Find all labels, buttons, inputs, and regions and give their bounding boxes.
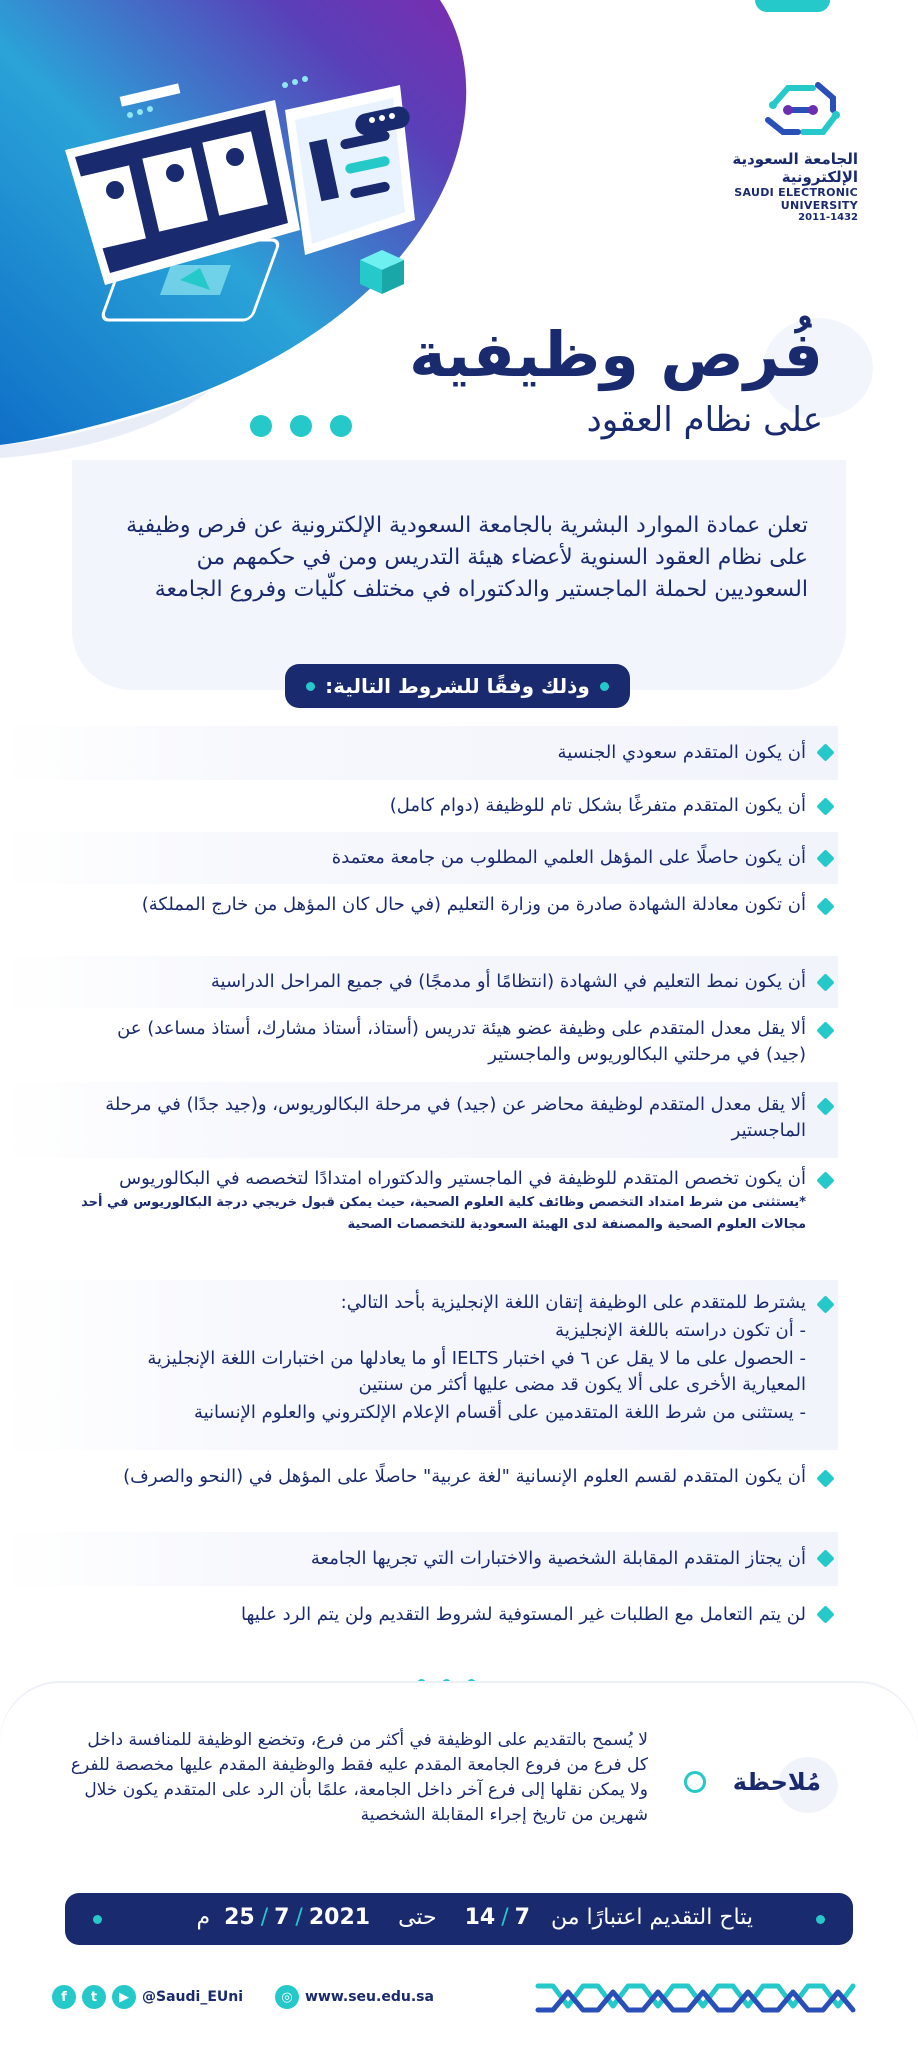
condition-5 xyxy=(0,956,918,1008)
condition-note: *يستثنى من شرط امتداد التخصص وظائف كلية العلوم الصحية، حيث يمكن قبول خريجي درجة البكالوريوس في أحد مجالات العلوم الصحية والمصنفة لدى الهيئة السعودية للتخصصات الصحية xyxy=(81,1195,806,1232)
intro-paragraph: تعلن عمادة الموارد البشرية بالجامعة السعودية الإلكترونية عن فرص وظيفية على نظام العقود السنوية لأعضاء هيئة التدريس ومن في حكمهم من السعوديين لحملة الماجستير والدكتوراه في مختلف كلّيات وفروع الجامعة xyxy=(126,513,808,602)
condition-text: أن يكون المتقدم متفرغًا بشكل تام للوظيفة (دوام كامل) xyxy=(389,795,806,816)
top-accent-tab xyxy=(755,0,830,12)
footer-pattern xyxy=(533,1978,863,2018)
logo-years: 2011-1432 xyxy=(798,212,858,223)
twitter-icon[interactable]: t xyxy=(82,1985,106,2009)
condition-sub-item: - يستثنى من شرط اللغة المتقدمين على أقسام الإعلام الإلكتروني والعلوم الإنسانية xyxy=(193,1402,806,1423)
website-link[interactable] xyxy=(275,1985,434,2009)
start-month: 7 xyxy=(514,1905,530,1930)
note-label: مُلاحظة xyxy=(732,1768,821,1796)
dot-icon xyxy=(93,1915,102,1924)
social-handle[interactable]: @Saudi_EUni xyxy=(142,1989,244,2005)
logo-name-arabic: الجامعة السعودية الإلكترونية xyxy=(732,150,858,186)
start-day: 14 xyxy=(464,1905,496,1930)
application-date-text: يتاح التقديم اعتبارًا من 14 / 7 حتى 25 / 7 / 2021 م xyxy=(196,1905,753,1930)
condition-4 xyxy=(0,886,918,954)
note-text: لا يُسمح بالتقديم على الوظيفة في أكثر من فرع، وتخضع الوظيفة للمنافسة داخل كل فرع من فروع الجامعة المقدم عليه فقط والوظيفة المقدم عليها مخصصة للفرع ولا يمكن نقلها إلى فرع آخر داخل الجامعة، علمًا بأن الرد على المتقدم يكون خلال شهرين من تاريخ إجراء المقابلة الشخصية xyxy=(70,1730,648,1825)
condition-2 xyxy=(0,782,918,830)
condition-11 xyxy=(0,1532,918,1586)
end-year: 2021 xyxy=(308,1905,371,1930)
condition-1 xyxy=(0,726,918,780)
condition-text: لن يتم التعامل مع الطلبات غير المستوفية لشروط التقديم ولن يتم الرد عليها xyxy=(241,1604,806,1625)
facebook-icon[interactable]: f xyxy=(52,1985,76,2009)
social-links xyxy=(52,1985,243,2009)
condition-text: ألا يقل معدل المتقدم لوظيفة محاضر عن (جيد) في مرحلة البكالوريوس، و(جيد جدًا) في مرحلة الماجستير xyxy=(105,1094,806,1141)
condition-6 xyxy=(0,1010,918,1080)
condition-text: أن يكون نمط التعليم في الشهادة (انتظامًا أو مدمجًا) في جميع المراحل الدراسية xyxy=(210,971,806,992)
dot-icon xyxy=(600,682,609,691)
application-date-bar xyxy=(65,1893,853,1945)
page-subtitle: على نظام العقود xyxy=(586,400,823,440)
condition-text: يشترط للمتقدم على الوظيفة إتقان اللغة الإنجليزية بأحد التالي: xyxy=(340,1292,806,1313)
logo-name-english: SAUDI ELECTRONIC UNIVERSITY xyxy=(734,186,858,212)
condition-7 xyxy=(0,1082,918,1158)
condition-3 xyxy=(0,832,918,884)
dot-icon xyxy=(816,1915,825,1924)
condition-sub-item: - أن تكون دراسته باللغة الإنجليزية xyxy=(555,1320,806,1341)
university-logo xyxy=(658,70,858,223)
date-until: حتى xyxy=(398,1905,437,1930)
condition-text: أن يكون حاصلًا على المؤهل العلمي المطلوب من جامعة معتمدة xyxy=(331,847,806,868)
website-url[interactable]: www.seu.edu.sa xyxy=(305,1989,434,2005)
end-day: 25 xyxy=(224,1905,255,1930)
conditions-heading xyxy=(285,664,630,708)
dot-icon xyxy=(306,682,315,691)
end-month: 7 xyxy=(274,1905,290,1930)
condition-12 xyxy=(0,1588,918,1642)
date-suffix: م xyxy=(196,1905,211,1930)
condition-text: ألا يقل معدل المتقدم على وظيفة عضو هيئة تدريس (أستاذ، أستاذ مشارك، أستاذ مساعد) عن (جيد) في مرحلتي البكالوريوس والماجستير xyxy=(117,1018,806,1065)
condition-text: أن يجتاز المتقدم المقابلة الشخصية والاختبارات التي تجريها الجامعة xyxy=(310,1548,806,1569)
decorative-dots xyxy=(250,415,370,441)
condition-text: أن يكون المتقدم سعودي الجنسية xyxy=(557,742,806,763)
condition-text: أن يكون تخصص المتقدم للوظيفة في الماجستير والدكتوراه امتدادًا لتخصصه في البكالوريوس xyxy=(119,1168,806,1189)
seu-emblem-icon xyxy=(758,70,848,150)
ring-icon xyxy=(684,1771,706,1793)
youtube-icon[interactable]: ▶ xyxy=(112,1985,136,2009)
condition-9 xyxy=(0,1280,918,1450)
page-title: فُرص وظيفية xyxy=(409,318,823,391)
globe-icon: ◎ xyxy=(275,1985,299,2009)
condition-8 xyxy=(0,1160,918,1278)
conditions-heading-label: وذلك وفقًا للشروط التالية: xyxy=(325,674,590,698)
hero-illustration xyxy=(60,40,420,360)
condition-text: أن تكون معادلة الشهادة صادرة من وزارة التعليم (في حال كان المؤهل من خارج المملكة) xyxy=(141,894,806,915)
condition-sub-item: - الحصول على ما لا يقل عن ٦ في اختبار IELTS أو ما يعادلها من اختبارات اللغة الإنجليزية المعيارية الأخرى على ألا يكون قد مضى عليها أكثر من سنتين xyxy=(147,1348,806,1395)
date-prefix: يتاح التقديم اعتبارًا من xyxy=(550,1905,753,1930)
condition-text: أن يكون المتقدم لقسم العلوم الإنسانية "لغة عربية" حاصلًا على المؤهل في (النحو والصرف) xyxy=(123,1466,806,1487)
condition-10 xyxy=(0,1452,918,1530)
